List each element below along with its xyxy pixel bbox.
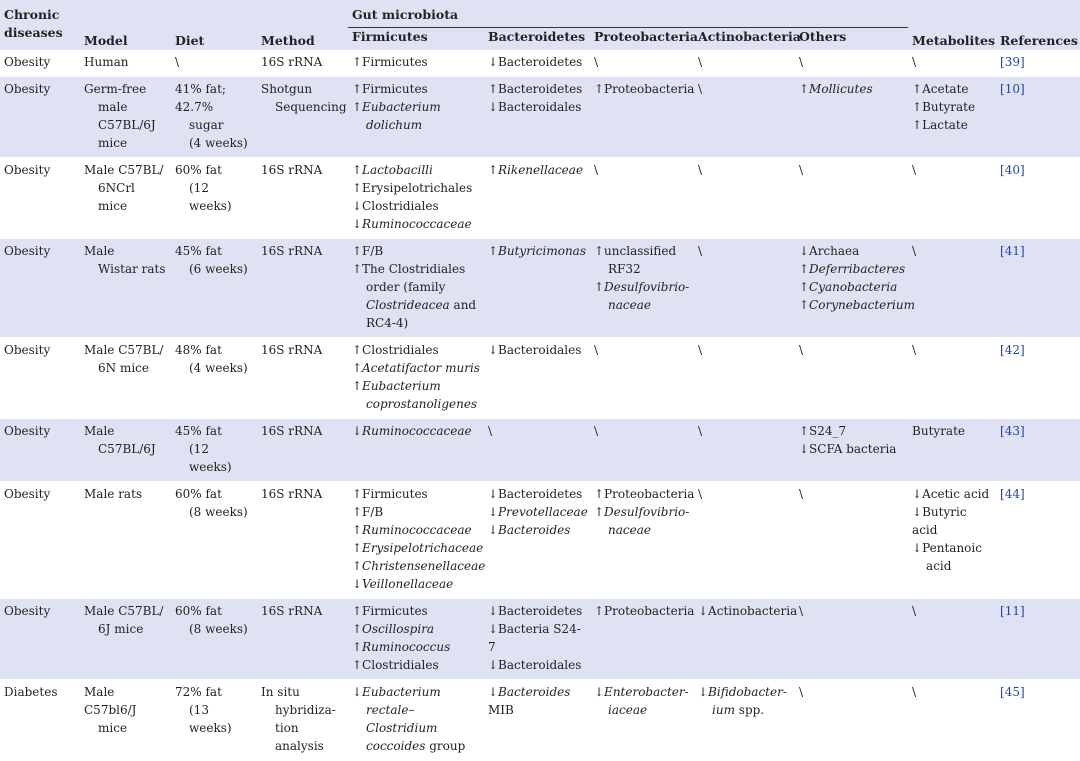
cell-model: Germ-free male C57BL/6J mice	[84, 82, 156, 150]
cell-firmicutes: ↑Clostridiales ↑Acetatifactor muris ↑Eubacterium coprostanoligenes	[352, 343, 480, 411]
cell-model: Male C57BL/6J	[84, 424, 156, 456]
cell-proteobacteria: \	[594, 424, 599, 438]
header-method: Method	[261, 33, 315, 48]
cell-bacteroidetes: ↓Bacteroides MIB	[488, 685, 571, 717]
cell-disease: Obesity	[4, 487, 51, 501]
cell-model: Male rats	[84, 487, 143, 501]
cell-method: In situ hybridiza- tion analysis	[261, 685, 336, 753]
reference-link[interactable]: [44]	[1000, 487, 1025, 501]
cell-others: \	[799, 685, 804, 699]
cell-actinobacteria: \	[698, 487, 703, 501]
cell-metabolites: Butyrate	[912, 424, 966, 438]
cell-model: Male C57bl6/J mice	[84, 685, 137, 735]
cell-metabolites: \	[912, 163, 917, 177]
table-row	[0, 680, 1080, 761]
header-bacteroidetes: Bacteroidetes	[488, 29, 586, 44]
reference-link[interactable]: [10]	[1000, 82, 1025, 96]
cell-others: \	[799, 55, 804, 69]
cell-bacteroidetes: ↓Bacteroidetes ↓Prevotellaceae ↓Bacteroides	[488, 487, 588, 537]
cell-metabolites: ↑Acetate ↑Butyrate ↑Lactate	[912, 82, 976, 132]
header-model: Model	[84, 33, 128, 48]
cell-actinobacteria: \	[698, 163, 703, 177]
cell-actinobacteria: \	[698, 343, 703, 357]
cell-method: 16S rRNA	[261, 244, 323, 258]
cell-diet: 60% fat (12 weeks)	[175, 163, 232, 213]
cell-method: 16S rRNA	[261, 55, 323, 69]
cell-diet: 45% fat (12 weeks)	[175, 424, 232, 474]
header-metabolites: Metabolites	[912, 33, 996, 48]
table-row	[0, 599, 1080, 680]
header-proteobacteria: Proteobacteria	[594, 29, 698, 44]
cell-others: ↑Mollicutes	[799, 82, 873, 96]
header-references: References	[1000, 33, 1078, 48]
reference-link[interactable]: [45]	[1000, 685, 1025, 699]
cell-disease: Obesity	[4, 424, 51, 438]
cell-proteobacteria: \	[594, 55, 599, 69]
cell-others: \	[799, 343, 804, 357]
reference-link[interactable]: [40]	[1000, 163, 1025, 177]
cell-metabolites: ↓Acetic acid ↓Butyric acid ↓Pentanoic acid	[912, 487, 990, 573]
table-row	[0, 158, 1080, 239]
reference-link[interactable]: [39]	[1000, 55, 1025, 69]
cell-model: Human	[84, 55, 129, 69]
cell-model: Male C57BL/ 6J mice	[84, 604, 164, 636]
cell-bacteroidetes: ↓Bacteroidetes ↓Bacteria S24-7 ↓Bacteroidales	[488, 604, 583, 672]
cell-model: Male Wistar rats	[84, 244, 166, 276]
cell-method: 16S rRNA	[261, 604, 323, 618]
cell-disease: Obesity	[4, 244, 51, 258]
cell-method: Shotgun Sequencing	[261, 82, 347, 114]
cell-proteobacteria: ↑Proteobacteria	[594, 604, 695, 618]
cell-firmicutes: ↑Lactobacilli ↑Erysipelotrichales ↓Clostridiales ↓Ruminococcaceae	[352, 163, 473, 231]
table-row	[0, 419, 1080, 482]
cell-actinobacteria: \	[698, 55, 703, 69]
cell-disease: Obesity	[4, 82, 51, 96]
cell-diet: 41% fat; 42.7% sugar (4 weeks)	[175, 82, 248, 150]
header-diet: Diet	[175, 33, 205, 48]
cell-firmicutes: ↓Ruminococcaceae	[352, 424, 472, 438]
cell-bacteroidetes: ↓Bacteroidetes	[488, 55, 583, 69]
table-row	[0, 482, 1080, 599]
cell-firmicutes: ↑Firmicutes ↑F/B ↑Ruminococcaceae ↑Erysipelotrichaceae ↑Christensenellaceae ↓Veillonellaceae	[352, 487, 486, 591]
cell-method: 16S rRNA	[261, 487, 323, 501]
header-firmicutes: Firmicutes	[352, 29, 428, 44]
cell-others: \	[799, 487, 804, 501]
cell-diet: 48% fat (4 weeks)	[175, 343, 248, 375]
cell-actinobacteria: \	[698, 424, 703, 438]
cell-firmicutes: ↑Firmicutes ↑Oscillospira ↑Ruminococcus ↑Clostridiales	[352, 604, 451, 672]
cell-model: Male C57BL/ 6N mice	[84, 343, 164, 375]
cell-bacteroidetes: ↓Bacteroidales	[488, 343, 582, 357]
cell-disease: Obesity	[4, 343, 51, 357]
reference-link[interactable]: [41]	[1000, 244, 1025, 258]
cell-method: 16S rRNA	[261, 343, 323, 357]
cell-diet: 60% fat (8 weeks)	[175, 487, 248, 519]
cell-firmicutes: ↑Firmicutes ↑Eubacterium dolichum	[352, 82, 441, 132]
cell-others: ↓Archaea ↑Deferribacteres ↑Cyanobacteria ↑Corynebacterium	[799, 244, 915, 312]
cell-others: \	[799, 163, 804, 177]
cell-bacteroidetes: ↑Rikenellaceae	[488, 163, 584, 177]
header-others: Others	[799, 29, 847, 44]
cell-proteobacteria: ↓Enterobacter- iaceae	[594, 685, 689, 717]
cell-bacteroidetes: \	[488, 424, 493, 438]
cell-metabolites: \	[912, 343, 917, 357]
cell-firmicutes: ↑Firmicutes	[352, 55, 428, 69]
cell-actinobacteria: ↓Bifidobacter- ium spp.	[698, 685, 787, 717]
cell-diet: 45% fat (6 weeks)	[175, 244, 248, 276]
cell-disease: Diabetes	[4, 685, 58, 699]
cell-disease: Obesity	[4, 163, 51, 177]
reference-link[interactable]: [43]	[1000, 424, 1025, 438]
cell-proteobacteria: ↑Proteobacteria	[594, 82, 695, 96]
cell-bacteroidetes: ↑Bacteroidetes ↓Bacteroidales	[488, 82, 583, 114]
table-row	[0, 239, 1080, 338]
cell-actinobacteria: \	[698, 82, 703, 96]
cell-proteobacteria: \	[594, 163, 599, 177]
table-row	[0, 50, 1080, 77]
cell-metabolites: \	[912, 685, 917, 699]
cell-disease: Obesity	[4, 55, 51, 69]
table-row	[0, 77, 1080, 158]
cell-disease: Obesity	[4, 604, 51, 618]
cell-others: \	[799, 604, 804, 618]
header-actinobacteria: Actinobacteria	[698, 29, 801, 44]
cell-others: ↑S24_7 ↓SCFA bacteria	[799, 424, 897, 456]
cell-firmicutes: ↑F/B ↑The Clostridiales order (family Clostrideacea and RC4-4)	[352, 244, 477, 330]
table-row	[0, 338, 1080, 419]
cell-metabolites: \	[912, 604, 917, 618]
cell-bacteroidetes: ↑Butyricimonas	[488, 244, 586, 258]
cell-method: 16S rRNA	[261, 424, 323, 438]
cell-proteobacteria: ↑Proteobacteria ↑Desulfovibrio- naceae	[594, 487, 695, 537]
header-chronic-diseases: Chronic diseases	[4, 7, 63, 40]
cell-diet: \	[175, 55, 180, 69]
cell-metabolites: \	[912, 244, 917, 258]
cell-proteobacteria: ↑unclassified RF32 ↑Desulfovibrio- naceae	[594, 244, 690, 312]
cell-diet: 72% fat (13 weeks)	[175, 685, 232, 735]
cell-model: Male C57BL/ 6NCrl mice	[84, 163, 164, 213]
reference-link[interactable]: [11]	[1000, 604, 1025, 618]
cell-metabolites: \	[912, 55, 917, 69]
reference-link[interactable]: [42]	[1000, 343, 1025, 357]
cell-proteobacteria: \	[594, 343, 599, 357]
cell-firmicutes: ↓Eubacterium rectale–Clostridium coccoides group	[352, 685, 466, 753]
cell-method: 16S rRNA	[261, 163, 323, 177]
header-gut-microbiota: Gut microbiota	[348, 0, 908, 28]
cell-diet: 60% fat (8 weeks)	[175, 604, 248, 636]
cell-actinobacteria: \	[698, 244, 703, 258]
cell-actinobacteria: ↓Actinobacteria	[698, 604, 798, 618]
